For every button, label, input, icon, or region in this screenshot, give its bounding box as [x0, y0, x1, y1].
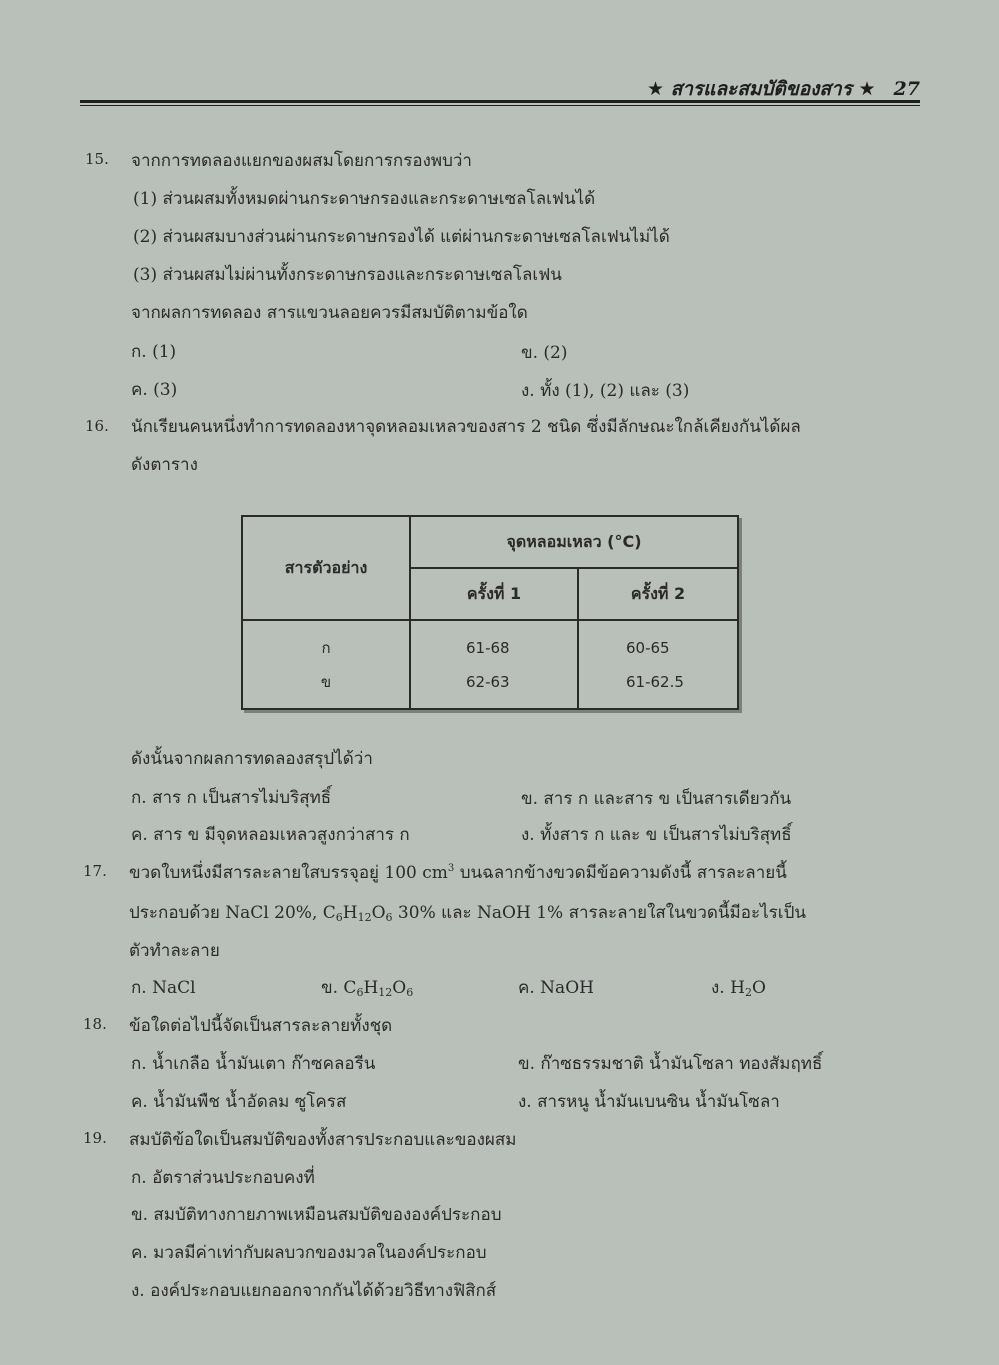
choice: ข. สาร ก และสาร ข เป็นสารเดียวกัน [521, 789, 792, 809]
choice: ก. สาร ก เป็นสารไม่บริสุทธิ์ [131, 788, 332, 808]
choice: ง. $H_2O$ [711, 978, 766, 999]
question-number: 19. [83, 1129, 107, 1147]
table-cell: 61-68 [466, 638, 510, 657]
header-rule-thick [80, 100, 920, 103]
question-stem: ข้อใดต่อไปนี้จัดเป็นสารละลายทั้งชุด [129, 1016, 393, 1036]
question-number: 15. [85, 150, 109, 168]
choice: ค. NaOH [518, 978, 594, 998]
choice: ค. มวลมีค่าเท่ากับผลบวกของมวลในองค์ประกอบ [131, 1243, 487, 1263]
question-stem: ขวดใบหนึ่งมีสารละลายใสบรรจุอยู่ 100 $cm^3$ บนฉลากข้างขวดมีข้อความดังนี้ สารละลายนี้ [129, 863, 787, 883]
running-header [80, 74, 920, 100]
question-number: 17. [83, 862, 107, 880]
condition-item: (2) ส่วนผสมบางส่วนผ่านกระดาษกรองได้ แต่ผ่านกระดาษเซลโลเฟนไม่ได้ [133, 227, 670, 247]
choice: ค. น้ำมันพืช น้ำอัดลม ซูโครส [131, 1092, 347, 1112]
choice: ง. องค์ประกอบแยกออกจากกันได้ด้วยวิธีทางฟิสิกส์ [131, 1281, 497, 1301]
header-sample: สารตัวอย่าง [242, 516, 410, 620]
condition-item: (3) ส่วนผสมไม่ผ่านทั้งกระดาษกรองและกระดาษเซลโลเฟน [133, 265, 562, 285]
choice: ง. ทั้งสาร ก และ ข เป็นสารไม่บริสุทธิ์ [521, 825, 792, 845]
table-cell: 60-65 [626, 638, 670, 657]
choice: ข. ก๊าซธรรมชาติ น้ำมันโซลา ทองสัมฤทธิ์ [518, 1054, 823, 1074]
choice: ก. น้ำเกลือ น้ำมันเตา ก๊าซคลอรีน [131, 1054, 376, 1074]
choice: ข. $C_6H_{12}O_6$ [321, 978, 414, 999]
question-prompt: ดังนั้นจากผลการทดลองสรุปได้ว่า [131, 749, 373, 769]
condition-item: (1) ส่วนผสมทั้งหมดผ่านกระดาษกรองและกระดาษเซลโลเฟนได้ [133, 189, 596, 209]
choice: ข. สมบัติทางกายภาพเหมือนสมบัติขององค์ประกอบ [131, 1205, 502, 1225]
question-stem-cont: ดังตาราง [131, 455, 198, 475]
choice: ง. สารหนู น้ำมันเบนซิน น้ำมันโซลา [518, 1092, 780, 1112]
header-trial-1: ครั้งที่ 1 [410, 568, 578, 620]
header-trial-2: ครั้งที่ 2 [578, 568, 738, 620]
question-number: 16. [85, 417, 109, 435]
question-stem: จากการทดลองแยกของผสมโดยการกรองพบว่า [131, 151, 472, 171]
header-melting-point: จุดหลอมเหลว (°C) [410, 516, 738, 568]
table-cell: ข [320, 672, 332, 691]
table-cell: 62-63 [466, 672, 510, 691]
question-prompt: จากผลการทดลอง สารแขวนลอยควรมีสมบัติตามข้อใด [131, 303, 528, 323]
table-cell: ก [321, 638, 331, 657]
question-number: 18. [83, 1015, 107, 1033]
question-stem: นักเรียนคนหนึ่งทำการทดลองหาจุดหลอมเหลวของสาร 2 ชนิด ซึ่งมีลักษณะใกล้เคียงกันได้ผล [131, 417, 801, 437]
chapter-title: ★ สารและสมบัติของสาร ★ [647, 78, 876, 100]
choice: ค. (3) [131, 380, 178, 400]
table-cell: 61-62.5 [626, 672, 684, 691]
trial-1-column [410, 620, 578, 709]
choice: ก. NaCl [131, 978, 196, 998]
choice: ง. ทั้ง (1), (2) และ (3) [521, 381, 690, 401]
melting-point-table [241, 515, 739, 710]
choice: ก. (1) [131, 342, 177, 362]
page-number: 27 [893, 78, 920, 100]
question-stem-cont: ตัวทำละลาย [129, 941, 220, 961]
question-stem-cont: ประกอบด้วย NaCl 20%, $C_6H_{12}O_6$ 30% และ NaOH 1% สารละลายใสในขวดนี้มีอะไรเป็น [129, 903, 806, 924]
trial-2-column [578, 620, 738, 709]
sample-column [242, 620, 410, 709]
choice: ข. (2) [521, 343, 568, 363]
question-stem: สมบัติข้อใดเป็นสมบัติของทั้งสารประกอบและของผสม [129, 1130, 517, 1150]
choice: ก. อัตราส่วนประกอบคงที่ [131, 1168, 315, 1188]
choice: ค. สาร ข มีจุดหลอมเหลวสูงกว่าสาร ก [131, 825, 410, 845]
header-rule-thin [80, 105, 920, 106]
